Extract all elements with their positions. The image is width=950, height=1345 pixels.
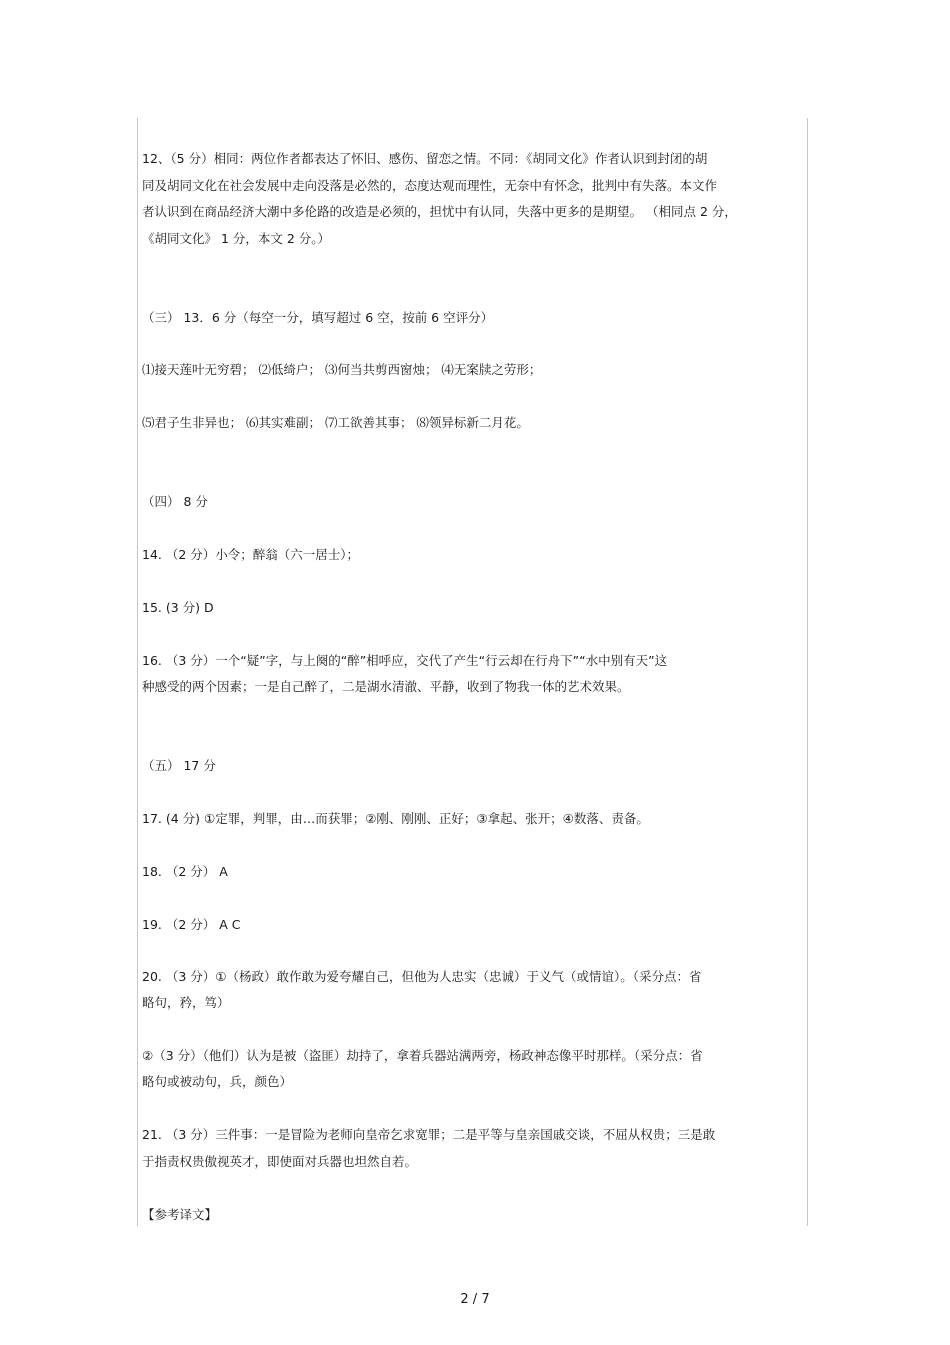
text-line: 14. （2 分）小令；醉翁（六一居士）；: [142, 547, 360, 562]
text-line: ⑴接天莲叶无穷碧； ⑵低绮户； ⑶何当共剪西窗烛； ⑷无案牍之劳形；: [142, 362, 542, 377]
text-line: 12、（5 分）相同：两位作者都表达了怀旧、感伤、留恋之情。不同：《胡同文化》作者认识到封闭的胡: [142, 151, 708, 166]
section-heading: （三） 13．6 分（每空一分，填写超过 6 空，按前 6 空评分）: [142, 310, 494, 325]
text-line: ⑸君子生非异也； ⑹其实难副； ⑺工欲善其事； ⑻领异标新二月花。: [142, 415, 529, 430]
text-line: 16. （3 分）一个“疑”字，与上阕的“醉”相呼应，交代了产生“行云却在行舟下”“水中别有天”这: [142, 653, 668, 668]
text-line: 21. （3 分）三件事：一是冒险为老师向皇帝乞求宽罪；二是平等与皇亲国戚交谈，不屈从权贵；三是敢: [142, 1127, 716, 1142]
right-margin-line: [807, 118, 808, 1226]
text-line: 15. (3 分) D: [142, 600, 214, 615]
text-line: ②（3 分）（他们）认为是被（盗匪）劫持了，拿着兵器站满两旁，杨政神态像平时那样。（采分点：省: [142, 1048, 703, 1063]
page-number: 2 / 7: [460, 1292, 490, 1307]
text-line: 《胡同文化》 1 分，本文 2 分。）: [142, 231, 331, 246]
left-margin-line: [137, 118, 138, 1226]
text-line: 同及胡同文化在社会发展中走向没落是必然的，态度达观而理性，无奈中有怀念，批判中有失落。本文作: [142, 178, 718, 193]
section-heading: 【参考译文】: [142, 1207, 218, 1222]
section-heading: （五） 17 分: [142, 758, 216, 773]
section-heading: （四） 8 分: [142, 494, 208, 509]
text-line: 18. （2 分） A: [142, 864, 228, 879]
text-line: 种感受的两个因素；一是自己醉了，二是湖水清澈、平静，收到了物我一体的艺术效果。: [142, 679, 630, 694]
text-line: 略句，矜，笃）: [142, 995, 230, 1010]
text-line: 20. （3 分）①（杨政）敢作敢为爱夸耀自己，但他为人忠实（忠诚）于义气（或情谊）。（采分点：省: [142, 969, 702, 984]
text-line: 17. (4 分) ①定罪，判罪，由…而获罪；②刚、刚刚、正好；③拿起、张开；④数落、责备。: [142, 811, 649, 826]
text-line: 于指责权贵傲视英才，即使面对兵器也坦然自若。: [142, 1154, 418, 1169]
text-line: 19. （2 分） A C: [142, 917, 241, 932]
text-line: 者认识到在商品经济大潮中多伦路的改造是必须的，担忧中有认同，失落中更多的是期望。 （相同点 2 分，: [142, 204, 737, 219]
text-line: 略句或被动句，兵，颜色）: [142, 1074, 293, 1089]
